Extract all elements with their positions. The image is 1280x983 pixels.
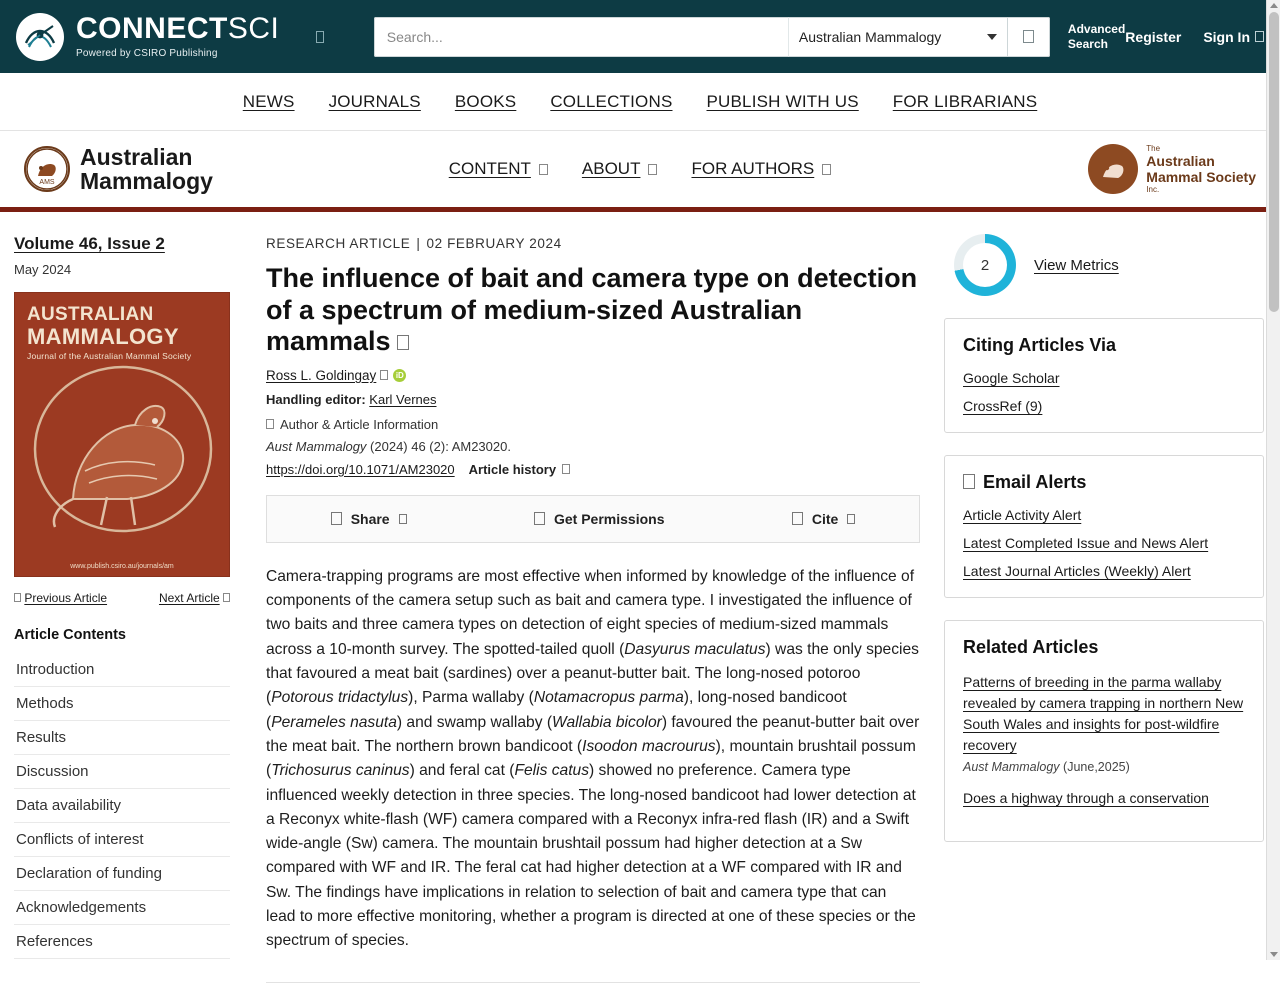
sidebar bbox=[0, 212, 246, 955]
related-article-date: (June,2025) bbox=[1063, 760, 1130, 774]
share-button[interactable] bbox=[331, 511, 407, 527]
page-title bbox=[266, 263, 920, 358]
society-emblem-icon bbox=[1088, 144, 1138, 194]
connectsci-logo-icon bbox=[16, 13, 64, 61]
cover-subtitle: Journal of the Australian Mammal Society bbox=[27, 350, 192, 361]
citing-link-google-scholar[interactable]: Google Scholar bbox=[963, 370, 1060, 386]
get-permissions-button[interactable] bbox=[534, 511, 665, 527]
search-input[interactable] bbox=[374, 17, 788, 57]
chevron-right-icon bbox=[223, 593, 230, 602]
svg-text:AMS: AMS bbox=[39, 179, 55, 186]
journal-title-line1: Australian bbox=[80, 143, 193, 170]
account-links bbox=[1125, 29, 1264, 45]
article-date: 02 FEBRUARY 2024 bbox=[426, 236, 562, 251]
issue-date: May 2024 bbox=[14, 262, 72, 277]
cover-artwork-icon bbox=[15, 349, 229, 558]
author-link[interactable]: Ross L. Goldingay bbox=[266, 367, 377, 383]
envelope-icon bbox=[963, 474, 975, 489]
previous-article-label[interactable]: Previous Article bbox=[24, 591, 108, 605]
society-line2: Mammal Society bbox=[1146, 169, 1256, 185]
alert-link-latest-journal-articles[interactable]: Latest Journal Articles (Weekly) Alert bbox=[963, 563, 1191, 579]
article-pagination bbox=[14, 591, 230, 605]
journal-bar bbox=[0, 131, 1280, 212]
contents-item-references[interactable]: References bbox=[14, 925, 230, 959]
society-name bbox=[1146, 144, 1256, 195]
issue-cover-image[interactable] bbox=[14, 292, 230, 577]
chevron-left-icon bbox=[14, 593, 21, 602]
author-article-information-label: Author & Article Information bbox=[280, 416, 439, 432]
author-list bbox=[266, 368, 920, 383]
nav-item-books[interactable]: BOOKS bbox=[454, 91, 517, 111]
related-article-item bbox=[963, 788, 1245, 809]
contents-item-declaration-of-funding[interactable]: Declaration of funding bbox=[14, 857, 230, 891]
metrics-row bbox=[944, 234, 1264, 296]
article-toolbar bbox=[266, 495, 920, 543]
signin-link[interactable] bbox=[1203, 29, 1264, 45]
brand-name-light: SCI bbox=[227, 12, 280, 45]
chevron-down-icon bbox=[847, 514, 855, 524]
doi-link[interactable]: https://doi.org/10.1071/AM23020 bbox=[266, 461, 455, 477]
nav-item-journals[interactable]: JOURNALS bbox=[328, 91, 421, 111]
article-main bbox=[246, 212, 944, 955]
next-article-label[interactable]: Next Article bbox=[158, 591, 220, 605]
article-type: RESEARCH ARTICLE bbox=[266, 236, 411, 251]
related-articles-title: Related Articles bbox=[963, 637, 1099, 657]
email-alerts-title bbox=[963, 472, 1245, 493]
related-article-journal: Aust Mammalogy bbox=[963, 760, 1060, 774]
contents-item-acknowledgements[interactable]: Acknowledgements bbox=[14, 891, 230, 925]
user-icon bbox=[1255, 31, 1264, 42]
journal-nav-about[interactable] bbox=[582, 159, 658, 179]
search-bar bbox=[374, 17, 1050, 57]
search-scope-select[interactable] bbox=[788, 17, 1008, 57]
society-line3: Inc. bbox=[1146, 185, 1160, 195]
nav-item-collections[interactable]: COLLECTIONS bbox=[550, 91, 673, 111]
chevron-down-icon bbox=[648, 164, 657, 175]
next-article-link[interactable] bbox=[159, 591, 230, 605]
article-history-label: Article history bbox=[468, 461, 557, 477]
journal-logo[interactable] bbox=[24, 145, 213, 193]
site-logo-text bbox=[76, 14, 294, 59]
article-contents-list bbox=[14, 653, 230, 959]
contents-item-results[interactable]: Results bbox=[14, 721, 230, 755]
article-title-text: The influence of bait and camera type on detection of a spectrum of medium-sized Australian mammals bbox=[266, 263, 918, 357]
nav-item-for-librarians[interactable]: FOR LIBRARIANS bbox=[892, 91, 1038, 111]
citation-details: (2024) 46 (2): AM23020. bbox=[370, 438, 511, 454]
cover-title-line1: AUSTRALIAN bbox=[27, 304, 154, 325]
site-logo[interactable] bbox=[16, 13, 294, 61]
article-abstract: Camera-trapping programs are most effective when informed by knowledge of the influence of components of the camera setup such as bait and camera type. I investigated the influence of two baits and three camera types on detection of eight species of medium-sized mammals across a 10-month survey. The spotted-tailed quoll (Dasyurus maculatus) was the only species that favoured a meat bait (sardines) over a peanut-butter bait. The long-nosed potoroo (Potorous tridactylus), Parma wallaby (Notamacropus parma), long-nosed bandicoot (Perameles nasuta) and swamp wallaby (Wallabia bicolor) favoured the peanut-butter bait over the meat bait. The northern brown bandicoot (Isoodon macrourus), mountain brushtail possum (Trichosurus caninus) and feral cat (Felis catus) showed no preference. Camera type influenced weekly detection in three species. The long-nosed bandicoot had lower detection at a Reconyx white-flash (WF) camera compared with a Reconyx infra-red flash (IR) and a Swift wide-angle (Sw) camera. The mountain brushtail possum had higher detection at a Sw compared with WF and IR. The feral cat had higher detection at a WF compared with IR and Sw. The findings have implications in relation to selection of bait and camera type that can lead to more effective monitoring, whether a program is directed at one of these species or the spectrum of species. bbox=[266, 567, 920, 950]
article-citation bbox=[266, 439, 920, 454]
altmetric-score: 2 bbox=[963, 243, 1007, 287]
signin-label: Sign In bbox=[1203, 28, 1250, 45]
journal-nav-content-label: CONTENT bbox=[448, 159, 531, 178]
email-alerts-title-text: Email Alerts bbox=[983, 472, 1087, 492]
society-the: The bbox=[1146, 143, 1161, 153]
article-history-toggle[interactable] bbox=[469, 462, 570, 477]
related-article-link[interactable]: Does a highway through a conservation bbox=[963, 790, 1209, 806]
author-info-icon[interactable] bbox=[380, 370, 388, 380]
scroll-down-icon[interactable] bbox=[1270, 952, 1278, 957]
citation-journal: Aust Mammalogy bbox=[266, 438, 367, 454]
register-link[interactable]: Register bbox=[1125, 28, 1182, 45]
share-icon bbox=[331, 512, 342, 525]
scroll-up-icon[interactable] bbox=[1270, 3, 1278, 8]
chevron-down-icon bbox=[399, 514, 407, 524]
orcid-icon[interactable] bbox=[393, 369, 406, 382]
page-scrollbar[interactable] bbox=[1266, 0, 1280, 960]
search-icon bbox=[1023, 30, 1034, 43]
journal-nav-for-authors[interactable] bbox=[691, 159, 831, 179]
menu-icon[interactable] bbox=[316, 31, 323, 43]
cover-title-line2: MAMMALOGY bbox=[27, 323, 179, 349]
nav-item-news[interactable]: NEWS bbox=[242, 91, 295, 111]
alert-link-article-activity[interactable]: Article Activity Alert bbox=[963, 507, 1082, 523]
journal-nav-about-label: ABOUT bbox=[581, 159, 641, 178]
article-contents-title: Article Contents bbox=[14, 627, 126, 643]
related-article-link[interactable]: Patterns of breeding in the parma wallaby revealed by camera trapping in northern New South Wales and insights for post-wildfire recovery bbox=[963, 674, 1244, 753]
scrollbar-thumb[interactable] bbox=[1269, 12, 1279, 312]
open-access-icon bbox=[397, 335, 409, 350]
journal-title-line2: Mammalogy bbox=[80, 168, 213, 194]
cite-button[interactable] bbox=[792, 511, 855, 527]
contents-item-discussion[interactable]: Discussion bbox=[14, 755, 230, 789]
citing-link-crossref[interactable]: CrossRef (9) bbox=[963, 398, 1043, 414]
related-article-item bbox=[963, 672, 1245, 774]
cover-url: www.publish.csiro.au/journals/am bbox=[70, 563, 174, 570]
contents-item-methods[interactable]: Methods bbox=[14, 687, 230, 721]
cite-icon bbox=[792, 512, 803, 525]
handling-editor bbox=[266, 392, 920, 407]
article-side-panel bbox=[944, 212, 1264, 955]
brand-tagline: Powered by CSIRO Publishing bbox=[76, 48, 218, 59]
journal-badge-icon bbox=[24, 146, 70, 192]
journal-title bbox=[80, 145, 213, 193]
previous-article-link[interactable] bbox=[14, 591, 107, 605]
chevron-down-icon bbox=[822, 164, 831, 175]
search-scope-value: Australian Mammalogy bbox=[798, 28, 942, 45]
journal-nav-content[interactable] bbox=[449, 159, 548, 179]
handling-editor-link[interactable]: Karl Vernes bbox=[369, 391, 437, 407]
related-article-meta bbox=[963, 760, 1245, 774]
nav-item-publish-with-us[interactable]: PUBLISH WITH US bbox=[706, 91, 859, 111]
chevron-down-icon bbox=[539, 164, 548, 175]
advanced-search-link[interactable]: Advanced Search bbox=[1067, 21, 1126, 51]
author-article-information-toggle[interactable] bbox=[266, 417, 920, 432]
top-bar bbox=[0, 0, 1280, 73]
email-alerts-card bbox=[944, 455, 1264, 598]
permissions-icon bbox=[534, 512, 545, 525]
search-submit-button[interactable] bbox=[1008, 17, 1050, 57]
doi-row bbox=[266, 462, 920, 477]
contents-item-data-availability[interactable]: Data availability bbox=[14, 789, 230, 823]
main-navigation bbox=[0, 73, 1280, 131]
altmetric-donut-icon[interactable] bbox=[954, 234, 1016, 296]
view-metrics-link[interactable]: View Metrics bbox=[1034, 256, 1119, 274]
permissions-label: Get Permissions bbox=[553, 510, 665, 527]
society-line1: Australian bbox=[1146, 152, 1215, 169]
plus-icon bbox=[266, 419, 274, 429]
society-logo[interactable] bbox=[1088, 144, 1256, 195]
handling-editor-label: Handling editor: bbox=[266, 391, 366, 407]
contents-item-conflicts-of-interest[interactable]: Conflicts of interest bbox=[14, 823, 230, 857]
article-kicker: RESEARCH ARTICLE | 02 FEBRUARY 2024 bbox=[266, 236, 562, 251]
contents-item-introduction[interactable]: Introduction bbox=[14, 653, 230, 687]
brand-name-bold: CONNECT bbox=[76, 12, 228, 45]
chevron-down-icon bbox=[987, 34, 997, 40]
citing-articles-title: Citing Articles Via bbox=[963, 335, 1117, 355]
share-label: Share bbox=[350, 510, 390, 527]
chevron-down-icon bbox=[562, 464, 570, 474]
alert-link-latest-completed-issue[interactable]: Latest Completed Issue and News Alert bbox=[963, 535, 1209, 551]
issue-link[interactable]: Volume 46, Issue 2 bbox=[14, 234, 165, 253]
citing-articles-card bbox=[944, 318, 1264, 433]
related-articles-card bbox=[944, 620, 1264, 842]
journal-nav-for-authors-label: FOR AUTHORS bbox=[691, 159, 815, 178]
page-body bbox=[0, 212, 1280, 955]
cite-label: Cite bbox=[811, 510, 839, 527]
